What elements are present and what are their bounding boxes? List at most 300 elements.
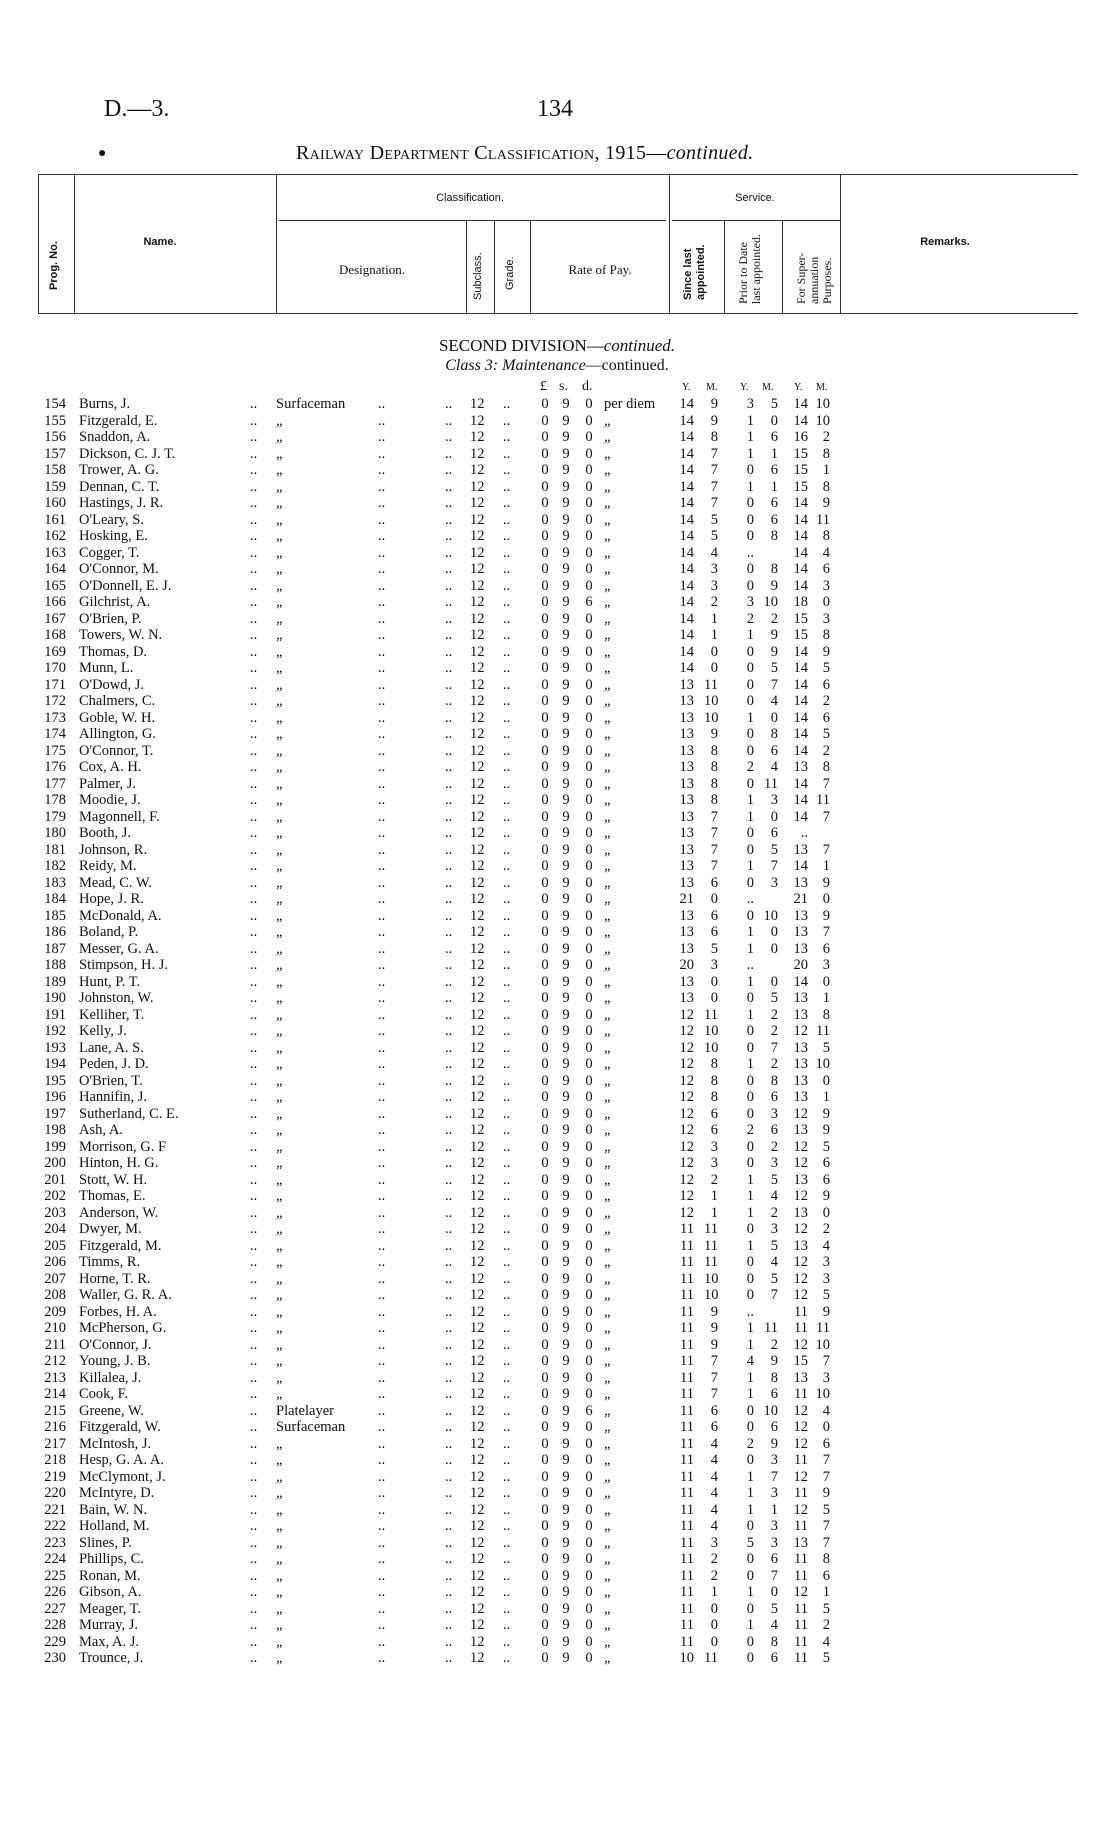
unit-years: Y. — [682, 382, 691, 393]
leader-dots: .. — [503, 528, 511, 544]
rate-period: „ — [604, 808, 611, 825]
rate-pounds: 0 — [541, 808, 549, 825]
super-months: 10 — [815, 1386, 830, 1402]
table-row — [0, 875, 1114, 892]
rate-pounds: 0 — [541, 462, 549, 478]
grade: 12 — [470, 1600, 485, 1617]
super-months: 7 — [822, 775, 830, 792]
rate-pounds: 0 — [541, 1353, 549, 1369]
super-years: 12 — [793, 1584, 808, 1600]
designation: „ — [276, 759, 283, 775]
leader-dots: .. — [503, 396, 511, 412]
prior-months: 7 — [770, 1567, 778, 1584]
grade: 12 — [470, 1633, 485, 1650]
leader-dots: .. — [445, 1419, 453, 1435]
leader-dots: .. — [445, 858, 453, 874]
prog-no: 157 — [44, 445, 66, 462]
leader-dots: .. — [503, 1320, 511, 1336]
prior-years: 0 — [746, 1650, 754, 1666]
leader-dots: .. — [445, 1287, 453, 1303]
table-row — [0, 1320, 1114, 1337]
prog-no: 175 — [44, 742, 66, 759]
grade: 12 — [470, 528, 485, 544]
leader-dots: .. — [378, 1072, 386, 1089]
grade: 12 — [470, 1155, 485, 1171]
leader-dots: .. — [445, 544, 453, 561]
leader-dots: .. — [445, 1122, 453, 1138]
leader-dots: .. — [503, 907, 511, 924]
leader-dots: .. — [250, 1155, 258, 1171]
since-months: 10 — [704, 1270, 719, 1287]
prior-years: 0 — [746, 577, 754, 594]
rate-shillings: 9 — [562, 610, 570, 627]
super-months: 0 — [822, 1204, 830, 1221]
leader-dots: .. — [445, 825, 453, 841]
prior-years: 0 — [746, 726, 754, 742]
staff-name: O'Donnell, E. J. — [79, 577, 172, 594]
leader-dots: .. — [378, 742, 386, 759]
grade: 12 — [470, 1551, 485, 1567]
leader-dots: .. — [445, 627, 453, 643]
leader-dots: .. — [503, 1237, 511, 1254]
designation: „ — [276, 1155, 283, 1171]
rate-pounds: 0 — [541, 627, 549, 643]
table-row — [0, 1040, 1114, 1057]
leader-dots: .. — [503, 511, 511, 528]
rate-shillings: 9 — [562, 1072, 570, 1089]
super-years: 15 — [793, 478, 808, 495]
prior-months: 0 — [770, 924, 778, 940]
since-months: 0 — [710, 990, 718, 1006]
leader-dots: .. — [378, 1237, 386, 1254]
prior-years: 0 — [746, 841, 754, 858]
prog-no: 166 — [44, 594, 66, 610]
designation: „ — [276, 577, 283, 594]
designation: „ — [276, 907, 283, 924]
designation: „ — [276, 478, 283, 495]
rate-period: „ — [604, 693, 611, 709]
since-months: 11 — [704, 1254, 718, 1270]
col-rule — [530, 220, 531, 313]
designation: „ — [276, 1023, 283, 1039]
leader-dots: .. — [250, 907, 258, 924]
leader-dots: .. — [250, 445, 258, 462]
leader-dots: .. — [445, 1485, 453, 1501]
leader-dots: .. — [503, 1122, 511, 1138]
super-months: 5 — [822, 1501, 830, 1518]
staff-name: Booth, J. — [79, 825, 131, 841]
rate-period: „ — [604, 1336, 611, 1353]
staff-name: Bain, W. N. — [79, 1501, 148, 1518]
leader-dots: .. — [378, 594, 386, 610]
since-months: 7 — [710, 825, 718, 841]
leader-dots: .. — [250, 577, 258, 594]
rate-pounds: 0 — [541, 561, 549, 577]
rate-shillings: 9 — [562, 1353, 570, 1369]
super-months: 0 — [822, 973, 830, 990]
leader-dots: .. — [250, 775, 258, 792]
page-title — [296, 142, 753, 165]
prog-no: 171 — [44, 676, 66, 693]
leader-dots: .. — [378, 709, 386, 726]
staff-name: Cook, F. — [79, 1386, 129, 1402]
rate-pence: 6 — [585, 1402, 593, 1419]
prior-years: 0 — [746, 660, 754, 676]
super-months: 6 — [822, 676, 830, 693]
super-months: 8 — [822, 528, 830, 544]
rate-pence: 0 — [585, 808, 593, 825]
table-row — [0, 1502, 1114, 1519]
leader-dots: .. — [378, 643, 386, 660]
prog-no: 190 — [44, 990, 66, 1006]
leader-dots: .. — [250, 1320, 258, 1336]
prior-years: 3 — [746, 594, 754, 610]
leader-dots: .. — [250, 1518, 258, 1534]
leader-dots: .. — [378, 396, 386, 412]
rate-pounds: 0 — [541, 1039, 549, 1056]
leader-dots: .. — [503, 775, 511, 792]
super-months: 3 — [822, 1369, 830, 1386]
table-row — [0, 792, 1114, 809]
leader-dots: .. — [378, 478, 386, 495]
prog-no: 195 — [44, 1072, 66, 1089]
super-years: 14 — [793, 858, 808, 874]
since-months: 6 — [710, 874, 718, 891]
leader-dots: .. — [250, 1122, 258, 1138]
prog-no: 191 — [44, 1006, 66, 1023]
division-label: SECOND DIVISION— — [438, 336, 604, 355]
leader-dots: .. — [503, 1155, 511, 1171]
leader-dots: .. — [250, 627, 258, 643]
rate-period: „ — [604, 1237, 611, 1254]
leader-dots: .. — [250, 726, 258, 742]
leader-dots: .. — [445, 1468, 453, 1485]
super-years: 14 — [793, 775, 808, 792]
leader-dots: .. — [503, 1452, 511, 1468]
leader-dots: .. — [445, 1089, 453, 1105]
leader-dots: .. — [250, 643, 258, 660]
table-row — [0, 924, 1114, 941]
leader-dots: .. — [250, 495, 258, 511]
prior-years: 1 — [746, 1386, 754, 1402]
since-years: 11 — [680, 1320, 694, 1336]
rate-shillings: 9 — [562, 511, 570, 528]
prior-years: 0 — [746, 693, 754, 709]
rate-pence: 0 — [585, 1551, 593, 1567]
rate-period: „ — [604, 1204, 611, 1221]
table-row — [0, 446, 1114, 463]
designation: „ — [276, 643, 283, 660]
col-rule — [276, 174, 277, 313]
staff-name: Munn, L. — [79, 660, 134, 676]
leader-dots: .. — [445, 1171, 453, 1188]
prior-years: .. — [746, 544, 754, 561]
super-years: 13 — [793, 1534, 808, 1551]
prior-years: 0 — [746, 511, 754, 528]
super-years: 11 — [794, 1567, 808, 1584]
table-row — [0, 1023, 1114, 1040]
staff-name: Ronan, M. — [79, 1567, 141, 1584]
staff-name: Max, A. J. — [79, 1633, 140, 1650]
designation: „ — [276, 940, 283, 957]
grade: 12 — [470, 1402, 485, 1419]
rate-pounds: 0 — [541, 891, 549, 907]
staff-name: Dickson, C. J. T. — [79, 445, 176, 462]
prog-no: 224 — [44, 1551, 66, 1567]
since-years: 11 — [680, 1353, 694, 1369]
rate-pence: 0 — [585, 1006, 593, 1023]
rate-pence: 0 — [585, 1600, 593, 1617]
prior-years: 0 — [746, 1023, 754, 1039]
prog-no: 230 — [44, 1650, 66, 1666]
rate-pounds: 0 — [541, 957, 549, 973]
since-years: 14 — [679, 412, 694, 429]
grade: 12 — [470, 478, 485, 495]
leader-dots: .. — [503, 1633, 511, 1650]
rate-pence: 0 — [585, 1122, 593, 1138]
leader-dots: .. — [503, 1254, 511, 1270]
table-row — [0, 1386, 1114, 1403]
since-years: 11 — [680, 1534, 694, 1551]
leader-dots: .. — [445, 1072, 453, 1089]
designation: „ — [276, 1237, 283, 1254]
table-row — [0, 1089, 1114, 1106]
designation: „ — [276, 1171, 283, 1188]
leader-dots: .. — [250, 1188, 258, 1204]
grade: 12 — [470, 445, 485, 462]
grade: 12 — [470, 1419, 485, 1435]
rate-shillings: 9 — [562, 1617, 570, 1633]
since-years: 14 — [679, 511, 694, 528]
grade: 12 — [470, 742, 485, 759]
rate-pence: 0 — [585, 445, 593, 462]
rate-period: „ — [604, 412, 611, 429]
rate-shillings: 9 — [562, 1501, 570, 1518]
leader-dots: .. — [445, 775, 453, 792]
leader-dots: .. — [250, 1584, 258, 1600]
super-years: .. — [800, 825, 808, 841]
prior-months: 4 — [770, 1254, 778, 1270]
rate-pence: 0 — [585, 511, 593, 528]
leader-dots: .. — [445, 924, 453, 940]
prog-no: 179 — [44, 808, 66, 825]
staff-name: Thomas, E. — [79, 1188, 146, 1204]
designation: „ — [276, 957, 283, 973]
leader-dots: .. — [503, 544, 511, 561]
table-row — [0, 1403, 1114, 1420]
super-months: 2 — [822, 742, 830, 759]
prior-years: 0 — [746, 1287, 754, 1303]
rate-pounds: 0 — [541, 412, 549, 429]
col-rule — [38, 174, 39, 313]
prog-no: 173 — [44, 709, 66, 726]
col-rule — [782, 220, 783, 313]
rate-pence: 0 — [585, 759, 593, 775]
since-years: 14 — [679, 561, 694, 577]
rate-pounds: 0 — [541, 726, 549, 742]
super-years: 15 — [793, 1353, 808, 1369]
rate-pence: 0 — [585, 874, 593, 891]
prog-no: 182 — [44, 858, 66, 874]
rate-period: „ — [604, 1600, 611, 1617]
rate-period: „ — [604, 1633, 611, 1650]
staff-name: Killalea, J. — [79, 1369, 142, 1386]
leader-dots: .. — [250, 858, 258, 874]
rate-pence: 0 — [585, 478, 593, 495]
leader-dots: .. — [250, 841, 258, 858]
leader-dots: .. — [503, 924, 511, 940]
designation: „ — [276, 808, 283, 825]
rate-pounds: 0 — [541, 1237, 549, 1254]
since-months: 11 — [704, 1237, 718, 1254]
super-years: 13 — [793, 1089, 808, 1105]
leader-dots: .. — [378, 1204, 386, 1221]
prior-years: 0 — [746, 874, 754, 891]
leader-dots: .. — [503, 1353, 511, 1369]
rate-pence: 0 — [585, 1386, 593, 1402]
leader-dots: .. — [445, 396, 453, 412]
staff-name: Dennan, C. T. — [79, 478, 160, 495]
staff-name: Gibson, A. — [79, 1584, 142, 1600]
leader-dots: .. — [445, 907, 453, 924]
prog-no: 164 — [44, 561, 66, 577]
rate-shillings: 9 — [562, 1138, 570, 1155]
grade: 12 — [470, 429, 485, 445]
leader-dots: .. — [503, 660, 511, 676]
rate-period: per diem — [604, 396, 656, 412]
grade: 12 — [470, 1039, 485, 1056]
since-years: 14 — [679, 495, 694, 511]
super-months: 8 — [822, 1006, 830, 1023]
leader-dots: .. — [503, 1039, 511, 1056]
table-row — [0, 1122, 1114, 1139]
grade: 12 — [470, 693, 485, 709]
leader-dots: .. — [378, 577, 386, 594]
since-months: 4 — [710, 1518, 718, 1534]
prog-no: 186 — [44, 924, 66, 940]
rate-pence: 0 — [585, 1155, 593, 1171]
rate-period: „ — [604, 1270, 611, 1287]
leader-dots: .. — [250, 429, 258, 445]
leader-dots: .. — [250, 1369, 258, 1386]
super-months: 6 — [822, 1155, 830, 1171]
leader-dots: .. — [250, 742, 258, 759]
rate-pence: 0 — [585, 1468, 593, 1485]
prog-no: 207 — [44, 1270, 66, 1287]
prog-no: 212 — [44, 1353, 66, 1369]
prog-no: 198 — [44, 1122, 66, 1138]
rate-period: „ — [604, 825, 611, 841]
grade: 12 — [470, 1650, 485, 1666]
table-row — [0, 561, 1114, 578]
rate-shillings: 9 — [562, 660, 570, 676]
table-row — [0, 908, 1114, 925]
super-years: 11 — [794, 1485, 808, 1501]
super-years: 12 — [793, 1336, 808, 1353]
super-years: 20 — [793, 957, 808, 973]
rate-shillings: 9 — [562, 858, 570, 874]
rate-period: „ — [604, 1353, 611, 1369]
grade: 12 — [470, 891, 485, 907]
super-years: 11 — [794, 1633, 808, 1650]
rate-pounds: 0 — [541, 1155, 549, 1171]
leader-dots: .. — [378, 1468, 386, 1485]
staff-table-body — [0, 396, 1114, 1667]
grade: 12 — [470, 1353, 485, 1369]
grade: 12 — [470, 1171, 485, 1188]
rate-period: „ — [604, 1435, 611, 1452]
staff-name: Trower, A. G. — [79, 462, 159, 478]
leader-dots: .. — [445, 1567, 453, 1584]
rate-pence: 0 — [585, 775, 593, 792]
rate-pounds: 0 — [541, 1435, 549, 1452]
staff-name: Holland, M. — [79, 1518, 150, 1534]
super-years: 13 — [793, 1072, 808, 1089]
designation: „ — [276, 973, 283, 990]
leader-dots: .. — [250, 1287, 258, 1303]
leader-dots: .. — [378, 759, 386, 775]
class-name: Maintenance — [502, 357, 586, 374]
leader-dots: .. — [250, 1006, 258, 1023]
designation: „ — [276, 412, 283, 429]
designation: „ — [276, 1287, 283, 1303]
leader-dots: .. — [250, 610, 258, 627]
table-row — [0, 677, 1114, 694]
leader-dots: .. — [250, 940, 258, 957]
leader-dots: .. — [445, 1501, 453, 1518]
rate-pence: 6 — [585, 594, 593, 610]
staff-name: Murray, J. — [79, 1617, 139, 1633]
since-years: 11 — [680, 1435, 694, 1452]
prior-years: 0 — [746, 643, 754, 660]
leader-dots: .. — [445, 577, 453, 594]
rate-shillings: 9 — [562, 1006, 570, 1023]
prog-no: 209 — [44, 1303, 66, 1320]
prior-months: 2 — [770, 1023, 778, 1039]
rate-period: „ — [604, 1419, 611, 1435]
prior-years: 1 — [746, 1501, 754, 1518]
rate-shillings: 9 — [562, 1039, 570, 1056]
prior-years: 1 — [746, 1056, 754, 1072]
prog-no: 220 — [44, 1485, 66, 1501]
rate-shillings: 9 — [562, 907, 570, 924]
since-months: 0 — [710, 660, 718, 676]
table-row — [0, 941, 1114, 958]
grade: 12 — [470, 1435, 485, 1452]
staff-name: Meager, T. — [79, 1600, 142, 1617]
prior-months: 5 — [770, 1171, 778, 1188]
designation: „ — [276, 1435, 283, 1452]
since-months: 6 — [710, 924, 718, 940]
leader-dots: .. — [250, 759, 258, 775]
prog-no: 174 — [44, 726, 66, 742]
since-years: 12 — [679, 1171, 694, 1188]
rate-pence: 0 — [585, 742, 593, 759]
grade: 12 — [470, 907, 485, 924]
designation: „ — [276, 858, 283, 874]
super-years: 14 — [793, 792, 808, 808]
rate-pounds: 0 — [541, 1072, 549, 1089]
leader-dots: .. — [445, 808, 453, 825]
since-months: 7 — [710, 462, 718, 478]
since-years: 20 — [679, 957, 694, 973]
rate-pounds: 0 — [541, 1551, 549, 1567]
super-months: 6 — [822, 1567, 830, 1584]
rate-shillings: 9 — [562, 1600, 570, 1617]
since-months: 8 — [710, 792, 718, 808]
staff-name: Snaddon, A. — [79, 429, 151, 445]
table-row — [0, 1535, 1114, 1552]
